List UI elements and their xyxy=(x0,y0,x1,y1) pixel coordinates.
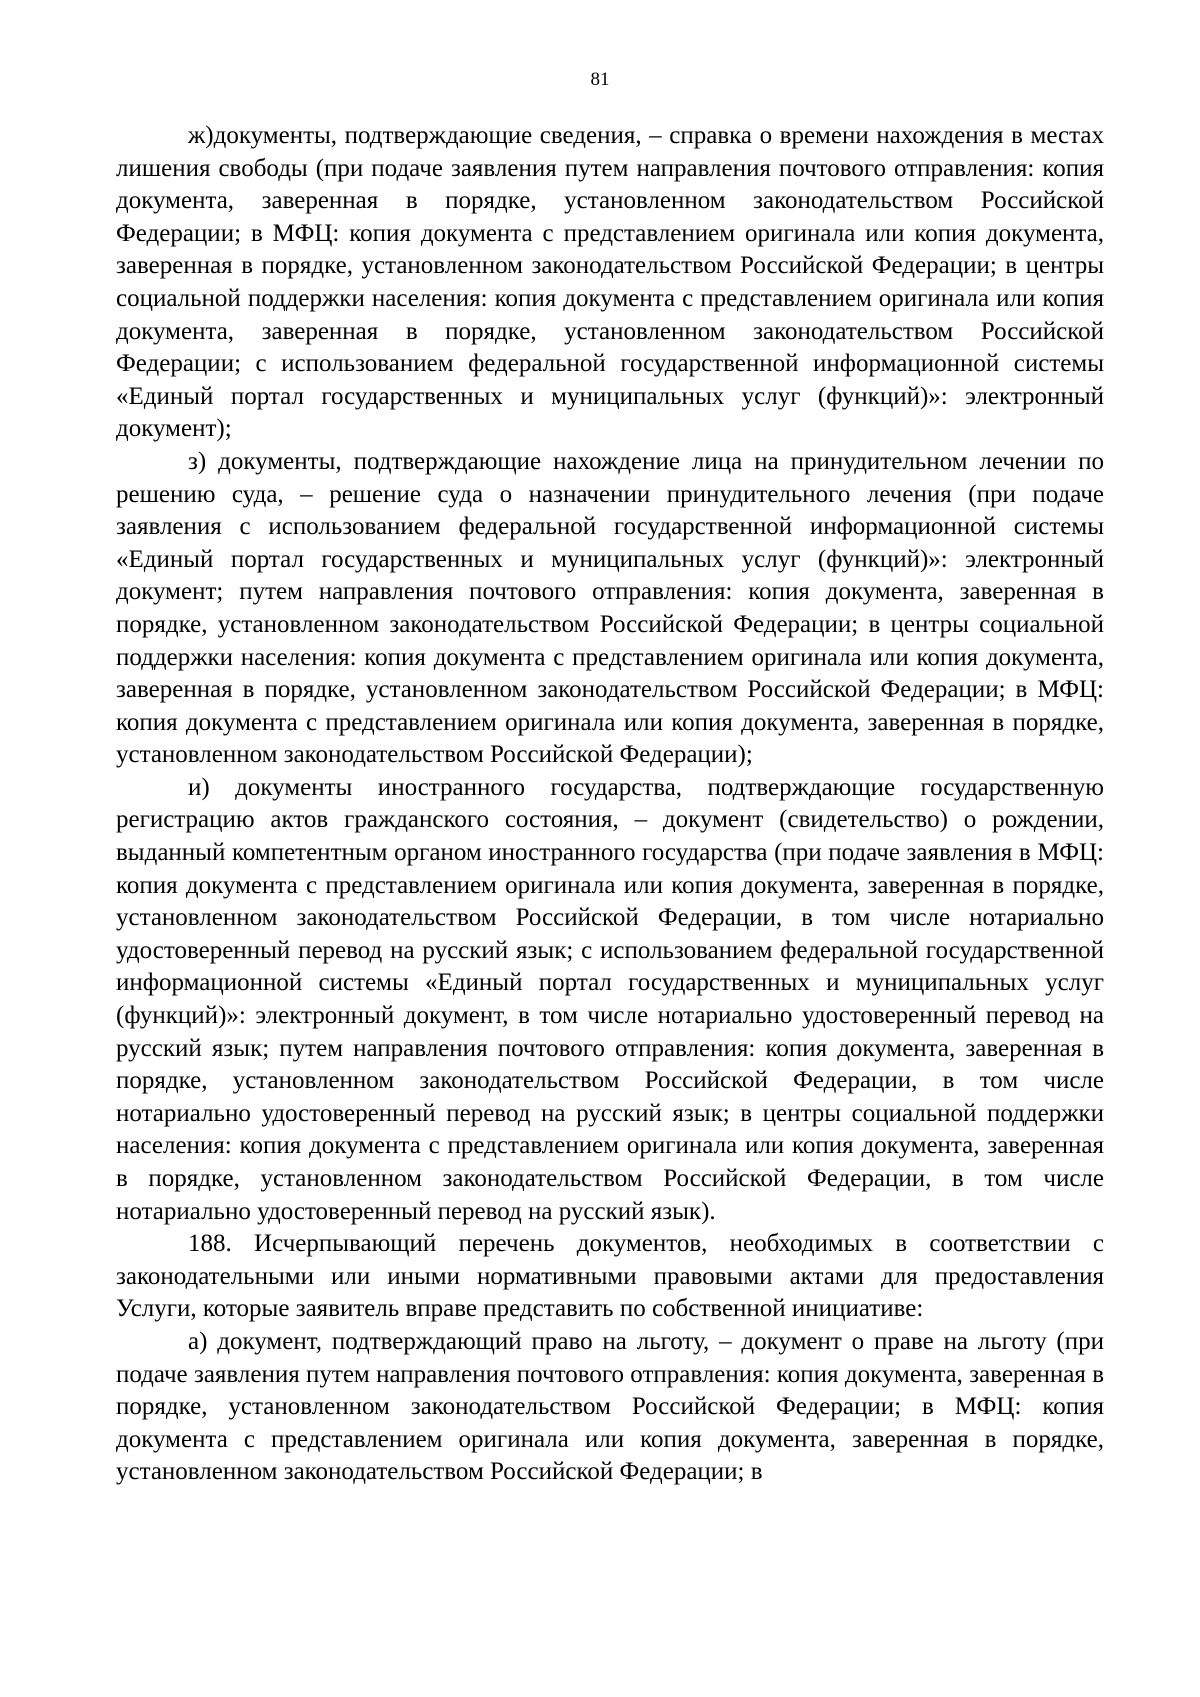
paragraph-i: и) документы иностранного государства, подтверждающие государственную регистрацию актов гражданского состояния, – документ (свидетельство) о рождении, выданный компетентным органом иностранного государства (при подаче заявления в МФЦ: копия документа с представлением оригинала или копия документа, заверенная в порядке, установленном законодательством Российской Федерации, в том числе нотариально удостоверенный перевод на русский язык; с использованием федеральной государственной информационной системы «Единый портал государственных и муниципальных услуг (функций)»: электронный документ, в том числе нотариально удостоверенный перевод на русский язык; путем направления почтового отправления: копия документа, заверенная в порядке, установленном законодательством Российской Федерации, в том числе нотариально удостоверенный перевод на русский язык; в центры социальной поддержки населения: копия документа с представлением оригинала или копия документа, заверенная в порядке, установленном законодательством Российской Федерации, в том числе нотариально удостоверенный перевод на русский язык). xyxy=(116,773,1104,1225)
paragraph-188: 188. Исчерпывающий перечень документов, необходимых в соответствии с законодательными или иными нормативными правовыми актами для предоставления Услуги, которые заявитель вправе представить по собственной инициативе: xyxy=(116,1230,1104,1323)
paragraph-a: а) документ, подтверждающий право на льготу, – документ о праве на льготу (при подаче заявления путем направления почтового отправления: копия документа, заверенная в порядке, установленном законодательством Российской Федерации; в МФЦ: копия документа с представлением оригинала или копия документа, заверенная в порядке, установленном законодательством Российской Федерации; в xyxy=(116,1327,1104,1486)
document-body xyxy=(116,120,1104,1489)
paragraph-zh: ж)документы, подтверждающие сведения, – справка о времени нахождения в местах лишения свободы (при подаче заявления путем направления почтового отправления: копия документа, заверенная в порядке, установленном законодательством Российской Федерации; в МФЦ: копия документа с представлением оригинала или копия документа, заверенная в порядке, установленном законодательством Российской Федерации; в центры социальной поддержки населения: копия документа с представлением оригинала или копия документа, заверенная в порядке, установленном законодательством Российской Федерации; с использованием федеральной государственной информационной системы «Единый портал государственных и муниципальных услуг (функций)»: электронный документ); xyxy=(116,122,1104,443)
page-number: 81 xyxy=(590,69,610,90)
paragraph-z: з) документы, подтверждающие нахождение лица на принудительном лечении по решению суда, – решение суда о назначении принудительного лечения (при подаче заявления с использованием федеральной государственной информационной системы «Единый портал государственных и муниципальных услуг (функций)»: электронный документ; путем направления почтового отправления: копия документа, заверенная в порядке, установленном законодательством Российской Федерации; в центры социальной поддержки населения: копия документа с представлением оригинала или копия документа, заверенная в порядке, установленном законодательством Российской Федерации; в МФЦ: копия документа с представлением оригинала или копия документа, заверенная в порядке, установленном законодательством Российской Федерации); xyxy=(116,447,1104,769)
